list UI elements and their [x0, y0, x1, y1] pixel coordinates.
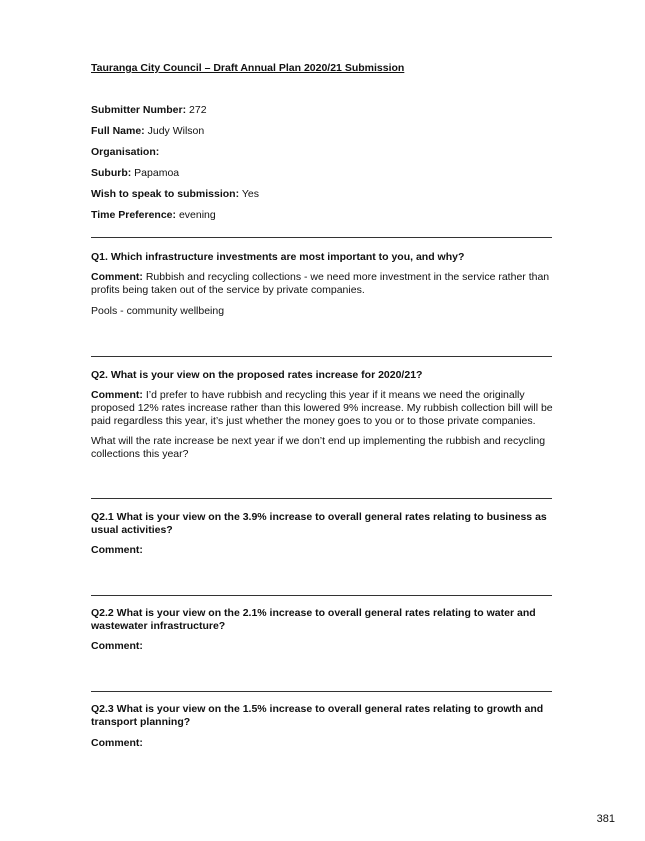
q1-question: Q1. Which infrastructure investments are most important to you, and why? [91, 251, 465, 263]
q2-2-comment [91, 640, 553, 653]
organisation [91, 146, 159, 158]
q2-3-comment-label: Comment: [91, 737, 143, 749]
suburb-value: Papamoa [134, 167, 180, 179]
wish-to-speak [91, 188, 259, 200]
organisation-label: Organisation: [91, 146, 160, 158]
q1-extra-text: Pools - community wellbeing [91, 305, 225, 317]
document-title: Tauranga City Council – Draft Annual Plan 2020/21 Submission [91, 62, 405, 74]
page-number: 381 [596, 813, 615, 825]
full-name-label: Full Name: [91, 125, 145, 137]
q1-comment [91, 271, 553, 297]
q2-3-comment [91, 737, 553, 750]
section-divider [91, 498, 552, 499]
wish-to-speak-value: Yes [241, 188, 259, 200]
section-divider [91, 356, 552, 357]
q2-comment-text: I’d prefer to have rubbish and recycling this year if it means we need the originally proposed 12% rates increase rather than this lowered 9% increase. My rubbish collection bill will be paid regardless this year, it’s just whether the money goes to you or to those private companies. [91, 389, 553, 427]
q1-comment-label: Comment: [91, 271, 143, 283]
section-divider [91, 237, 552, 238]
q2-comment [91, 389, 553, 428]
q2-1-question: Q2.1 What is your view on the 3.9% increase to overall general rates relating to business as usual activities? [91, 511, 547, 536]
time-preference-value: evening [178, 209, 216, 221]
section-divider [91, 595, 552, 596]
q2-3-question: Q2.3 What is your view on the 1.5% increase to overall general rates relating to growth and transport planning? [91, 703, 544, 728]
q2-comment-label: Comment: [91, 389, 143, 401]
time-preference-label: Time Preference: [91, 209, 177, 221]
time-preference [91, 209, 216, 221]
q2-1-comment-label: Comment: [91, 544, 143, 556]
q1-comment-text: Rubbish and recycling collections - we need more investment in the service rather than profits being taken out of the service by private companies. [91, 271, 550, 296]
submitter-number-label: Submitter Number: [91, 104, 187, 116]
q2-2-comment-label: Comment: [91, 640, 143, 652]
suburb [91, 167, 179, 179]
section-divider [91, 691, 552, 692]
q2-extra-text: What will the rate increase be next year if we don’t end up implementing the rubbish and recycling collections this year? [91, 435, 546, 460]
q2-question: Q2. What is your view on the proposed rates increase for 2020/21? [91, 369, 423, 381]
wish-to-speak-label: Wish to speak to submission: [91, 188, 240, 200]
suburb-label: Suburb: [91, 167, 132, 179]
q2-2-question: Q2.2 What is your view on the 2.1% increase to overall general rates relating to water and wastewater infrastructure? [91, 607, 536, 632]
submitter-number [91, 104, 207, 116]
full-name-value: Judy Wilson [147, 125, 205, 137]
submitter-number-value: 272 [189, 104, 207, 116]
full-name [91, 125, 204, 137]
q2-1-comment [91, 544, 553, 557]
